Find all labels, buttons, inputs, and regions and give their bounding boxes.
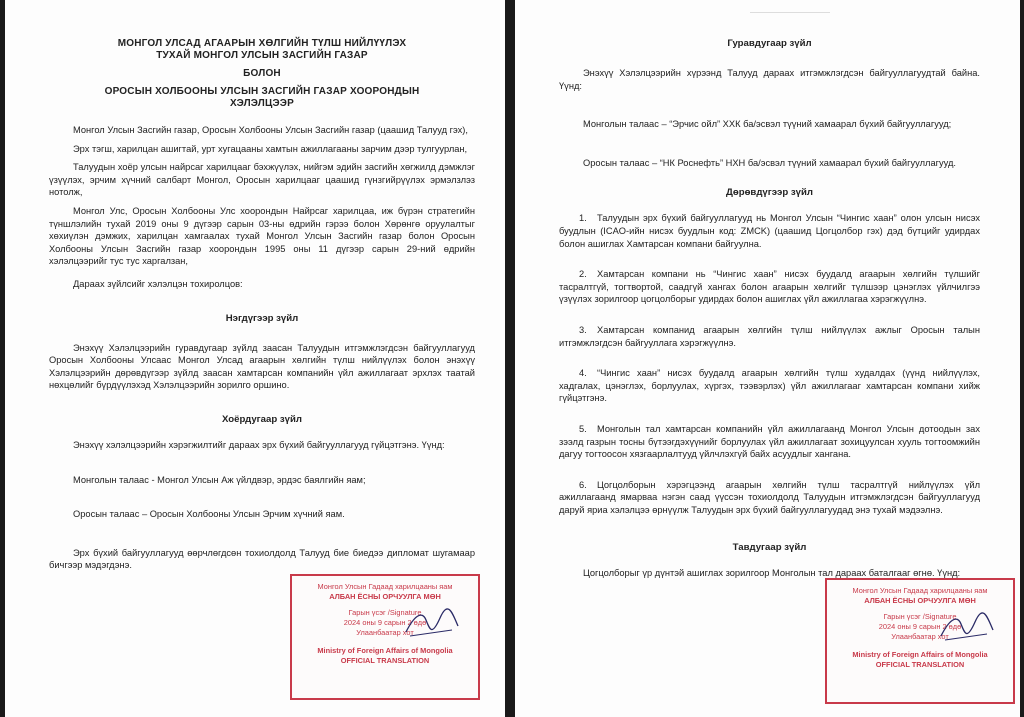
preamble-paragraph: Монгол Улс, Оросын Холбооны Улс хоорондын Найрсаг харилцаа, иж бүрэн стратегийн түншлэлийн тухай 2019 оны 9 дүгээр сарын 03-ны өдрийн гэрээ болон Хөрөнгө оруулалтыг хөхиүлэн дэмжих, харилцан хамгаалах тухай Монгол Улсын Засгийн газар болон Оросын Холбооны Улсын Засгийн газар хоорондын 1995 оны 11 дүгээр сарын 29-ний өдрийн хэлэлцээрийг тус тус харгалзан,: [49, 205, 475, 267]
stamp-date-day-label: сарын: [384, 618, 406, 627]
article-4-items: [559, 212, 980, 516]
item-text: Хамтарсан компанид агаарын хөлгийн түлш нийлүүлэх ажлыг Оросын талын итгэмжлэгдсэн байгууллага хэрэгжүүлнэ.: [559, 324, 980, 348]
agreement-title-and: БОЛОН: [243, 68, 281, 79]
stamp-date-day: 2: [942, 622, 947, 631]
stamp-date-day-label: сарын: [919, 622, 941, 631]
stamp-ministry-en: Ministry of Foreign Affairs of Mongolia: [852, 650, 988, 659]
article-4-item: [559, 423, 980, 461]
signature-scribble: [402, 606, 462, 642]
article-3-mongolia: Монголын талаас – “Эрчис ойл” ХХК ба/эсвэл түүний хамаарал бүхий байгууллагууд;: [583, 119, 952, 130]
stamp-date-day: 2: [407, 618, 412, 627]
agreement-title-line1: МОНГОЛ УЛСАД АГААРЫН ХӨЛГИЙН ТҮЛШ НИЙЛҮҮЛЭХ: [117, 38, 407, 49]
stamp-date-year: 24: [352, 618, 361, 627]
agreement-title-line5: ХЭЛЭЛЦЭЭР: [230, 98, 294, 109]
agreement-title-line4: ОРОСЫН ХОЛБООНЫ УЛСЫН ЗАСГИЙН ГАЗАР ХООРОНДЫН: [104, 86, 420, 97]
article-4-item: [559, 479, 980, 517]
item-number: 4.: [579, 368, 587, 379]
stamp-date-year-label: 20: [343, 618, 353, 627]
article-5-heading: Тавдугаар зүйл: [732, 542, 807, 554]
article-5-text: Цогцолборыг үр дүнтэй ашиглах зорилгоор Монголын тал дараах баталгааг өгнө. Үүнд:: [583, 568, 961, 579]
stamp-date-month: 9: [377, 618, 383, 627]
stamp-official-mn: АЛБАН ЁСНЫ ОРЧУУЛГА МӨН: [864, 596, 976, 605]
article-4-item: [559, 367, 980, 405]
preamble-paragraph: Монгол Улсын Засгийн газар, Оросын Холбооны Улсын Засгийн газар (цаашид Талууд гэх),: [73, 125, 468, 135]
article-3-russia: Оросын талаас – “НК Роснефть” НХН ба/эсвэл түүний хамаарал бүхий байгууллагууд.: [583, 157, 957, 168]
stamp-date-year-label: 20: [878, 622, 888, 631]
preamble-paragraph: Талуудын хоёр улсын найрсаг харилцааг бэхжүүлэх, нийгэм эдийн засгийн хөгжилд дэмжлэг үзүүлэх, эрчим хүчний салбарт Монгол, Оросын харилцааг цаашид гүнзгийрүүлэх эрмэлзлэз нотолж,: [49, 162, 475, 198]
faint-header-mark: [750, 6, 830, 13]
preamble-paragraph: Дараах зүйлсийг хэлэлцэн тохиролцов:: [73, 278, 243, 289]
article-4-item: [559, 268, 980, 306]
stamp-official-en: OFFICIAL TRANSLATION: [875, 660, 965, 669]
preamble-paragraph: Эрх тэгш, харилцан ашигтай, урт хугацааны хамтын ажиллагааны зарчим дээр тулгуурлан,: [73, 143, 468, 154]
article-1-text: Энэхүү Хэлэлцээрийн гуравдугаар зүйлд заасан Талуудын итгэмжлэгдсэн байгууллагууд Оросын Холбооны Улсаас Монгол Улсад агаарын хөлгийн түлш нийлүүлэх болон энэхүү Хэлэлцээрийн дөрөвдүгээр зүйлд заасан хамтарсан компанийн үйл ажиллагаат эрхлэх таатай нөхцөлийг бүрдүүлэхэд Хэлэлцээрийн зорилго оршино.: [49, 342, 475, 391]
stamp-ministry-mn: Монгол Улсын Гадаад харилцааны яам: [852, 586, 988, 595]
stamp-city: Улаанбаатар хот: [891, 632, 949, 641]
stamp-date-day-suffix: өдө: [948, 622, 962, 631]
official-translation-stamp: [290, 574, 480, 700]
stamp-signature-label: Гарын үсэг /Signature: [348, 608, 422, 617]
article-2-mongolia: Монголын талаас - Монгол Улсын Аж үйлдвэр, эрдэс баялгийн яам;: [73, 474, 366, 485]
item-text: “Чингис хаан” нисэх буудалд агаарын хөлгийн түлш худалдах (үүнд нийлүүлэх, хадгалах, цэнэглэх, борлуулах, хүргэх, тээвэрлэх) үйл ажиллагааг хамтарсан компани хийж гүйцэтгэнэ.: [559, 368, 980, 404]
stamp-date-month-label: оны: [897, 622, 911, 631]
signature-scribble: [937, 610, 997, 646]
stamp-ministry-en: Ministry of Foreign Affairs of Mongolia: [317, 646, 453, 655]
stamp-official-mn: АЛБАН ЁСНЫ ОРЧУУЛГА МӨН: [329, 592, 441, 601]
article-3-heading: Гуравдугаар зүйл: [727, 38, 812, 49]
item-number: 3.: [579, 324, 587, 335]
article-2-russia: Оросын талаас – Оросын Холбооны Улсын Эрчим хүчний яам.: [73, 509, 345, 520]
stamp-date-day-suffix: өдө: [413, 618, 427, 627]
article-4-item: [559, 324, 980, 349]
article-1-heading: Нэгдүгээр зүйл: [225, 312, 299, 324]
stamp-official-en: OFFICIAL TRANSLATION: [340, 656, 430, 665]
article-2-note: Эрх бүхий байгууллагууд өөрчлөгдсөн тохиолдолд Талууд бие биедээ дипломат шугамаар бичгээр мэдэгдэнэ.: [49, 547, 475, 571]
item-text: Монголын тал хамтарсан компанийн үйл ажиллагаанд Монгол Улсын дотоодын зах зээлд газрын тосны бүтээгдэхүүнийг борлуулах үйл ажиллагаат зохицуулсан хууль тогтоомжийн дагуу тогтоосон хязгаарлалтууд үйлчлэхгүй байх асуудлыг хангана.: [559, 423, 980, 460]
item-text: Цогцолборын хэрэгцээнд агаарын хөлгийн түлш тасралтгүй нийлүүлэх үйл ажиллагаанд ямарваа нэгэн саад үүссэн тохиолдолд Талуудын итгэмжлэгдсэн байгууллагууд даруй яриа хэлэлцээ өрнүүлж Талуудын эрх бүхий байгууллагуудад энэ тухай мэдээлнэ.: [559, 479, 980, 515]
item-number: 6.: [579, 479, 587, 490]
article-2-heading: Хоёрдугаар зүйл: [222, 413, 302, 425]
item-number: 5.: [579, 423, 587, 434]
agreement-title-line2: ТУХАЙ МОНГОЛ УЛСЫН ЗАСГИЙН ГАЗАР: [156, 50, 368, 61]
stamp-city: Улаанбаатар хот: [356, 628, 414, 637]
stamp-date-year: 24: [887, 622, 896, 631]
article-4-heading: Дөрөвдүгээр зүйл: [726, 187, 813, 199]
article-4-item: [559, 212, 980, 250]
article-2-text: Энэхүү хэлэлцээрийн хэрэгжилтийг дараах эрх бүхий байгууллагууд гүйцэтгэнэ. Үүнд:: [73, 439, 445, 450]
stamp-date-month-label: оны: [362, 618, 376, 627]
item-number: 2.: [579, 269, 587, 280]
item-text: Хамтарсан компани нь “Чингис хаан” нисэх буудалд агаарын хөлгийн түлшийг тасралтгүй, тогтвортой, саадгүй хангах болон агаарын хөлгийг түлшээр цэнэглэх үйлчилгээ үзүүлэх зорилгоор цогцолборыг удирдах болон ашиглах үйл ажиллагаа хэрэгжүүлнэ.: [559, 269, 980, 305]
item-text: Талуудын эрх бүхий байгууллагууд нь Монгол Улсын “Чингис хаан” олон улсын нисэх буудлын (ICAO-ийн нисэх буудлын код: ZMCK) (цаашид Цогцолбор гэх) дэд бүтцийг удирдах болон ашиглах Хамтарсан компани байгуулна.: [559, 213, 980, 249]
item-number: 1.: [579, 213, 587, 224]
article-3-text: Энэхүү Хэлэлцээрийн хүрээнд Талууд дараах итгэмжлэгдсэн байгууллагуудтай байна. Үүнд:: [559, 68, 980, 91]
stamp-signature-label: Гарын үсэг /Signature: [883, 612, 957, 621]
stamp-date-month: 9: [912, 622, 918, 631]
stamp-ministry-mn: Монгол Улсын Гадаад харилцааны яам: [317, 582, 453, 591]
official-translation-stamp: [825, 578, 1015, 704]
